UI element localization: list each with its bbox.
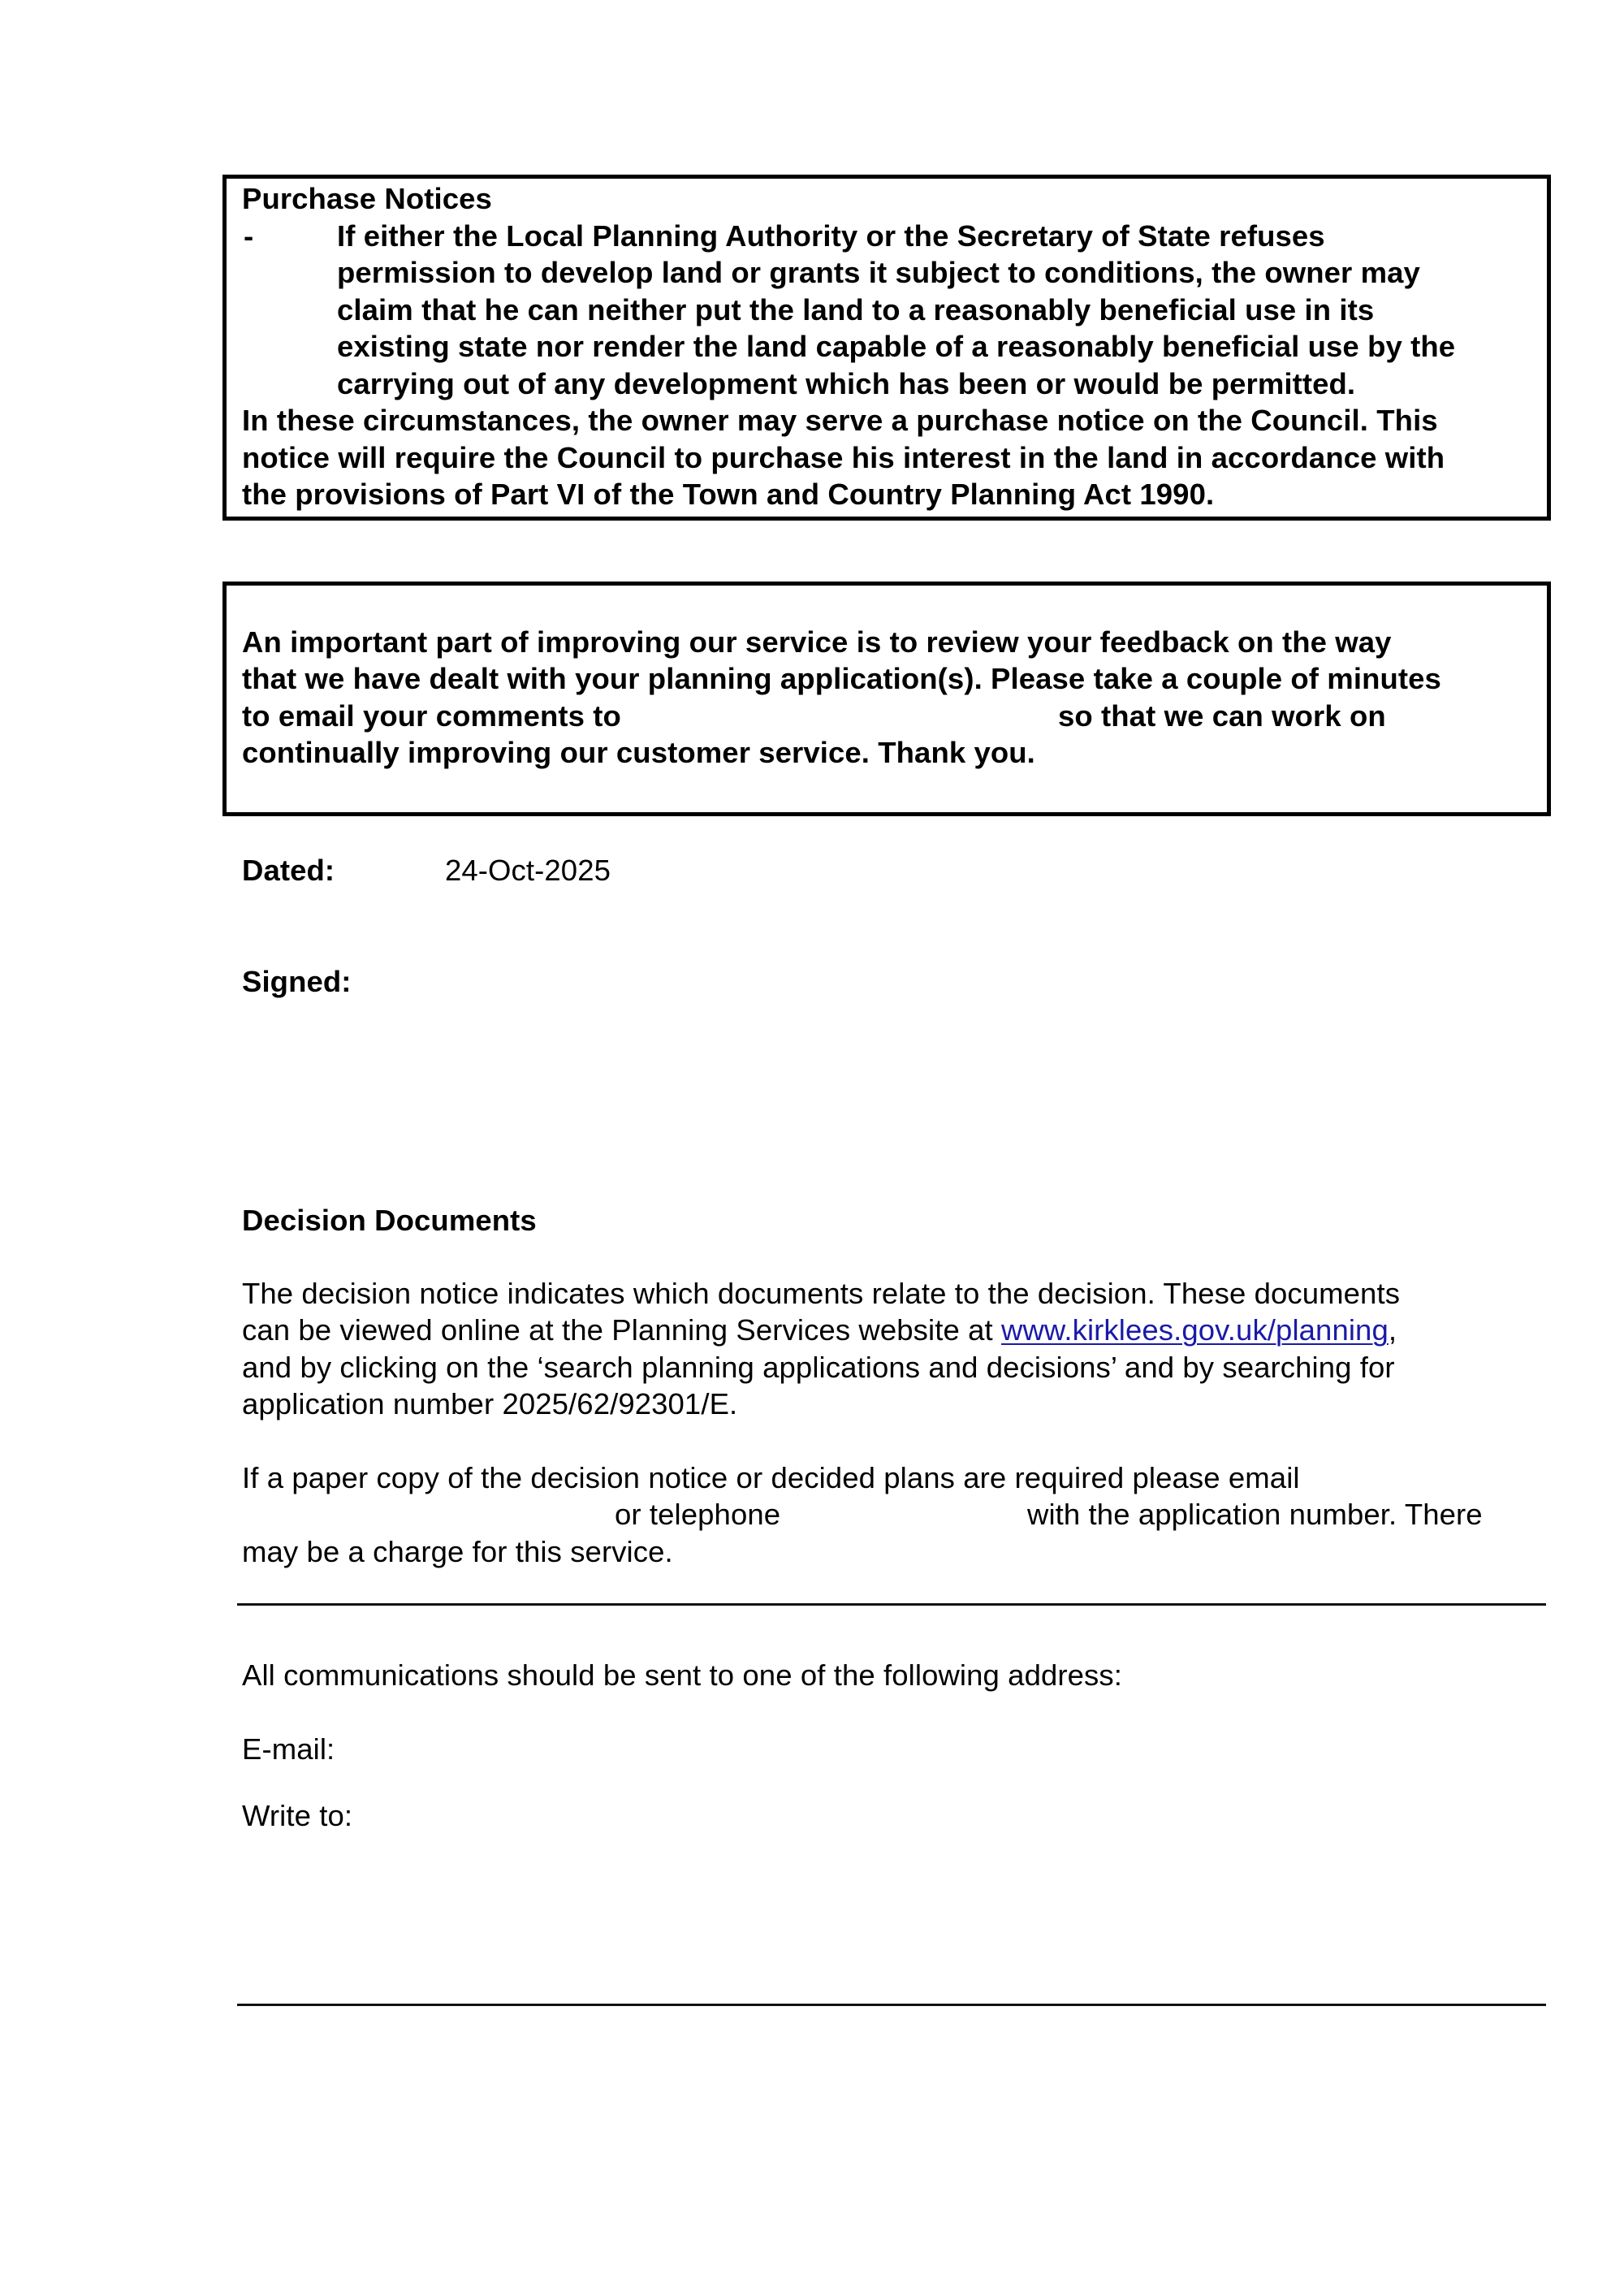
divider-top: [237, 1603, 1546, 1606]
bullet-line-4: existing state nor render the land capable of a reasonably beneficial use by the: [337, 330, 1456, 363]
purchase-body-line-2: notice will require the Council to purchase his interest in the land in accordance with: [242, 441, 1445, 474]
purchase-body-line-3: the provisions of Part VI of the Town and Country Planning Act 1990.: [242, 478, 1215, 511]
feedback-line-3-end: so that we can work on: [1058, 699, 1386, 733]
decision-para2-line-3: may be a charge for this service.: [242, 1535, 673, 1568]
dated-value: 24-Oct-2025: [445, 854, 611, 887]
purchase-body-line-1: In these circumstances, the owner may serve a purchase notice on the Council. This: [242, 404, 1438, 437]
decision-para1-line-2-comma: ,: [1388, 1313, 1397, 1347]
decision-para1-line-3: and by clicking on the ‘search planning applications and decisions’ and by searching for: [242, 1351, 1395, 1384]
write-to-label: Write to:: [242, 1799, 353, 1832]
bullet-line-5: carrying out of any development which has been or would be permitted.: [337, 367, 1356, 400]
purchase-notices-title: Purchase Notices: [242, 182, 492, 215]
feedback-line-4: continually improving our customer service. Thank you.: [242, 736, 1035, 769]
bullet-line-3: claim that he can neither put the land to a reasonably beneficial use in its: [337, 293, 1375, 326]
email-label: E-mail:: [242, 1732, 335, 1766]
decision-para2-line-2-mid: or telephone: [615, 1498, 781, 1531]
decision-para2-line-2-end: with the application number. There: [1027, 1498, 1483, 1531]
divider-bottom: [237, 2004, 1546, 2006]
feedback-line-3-start: to email your comments to: [242, 699, 621, 733]
decision-documents-heading: Decision Documents: [242, 1204, 537, 1237]
decision-para1-line-2-text: can be viewed online at the Planning Services website at: [242, 1313, 1001, 1347]
bullet-line-1: If either the Local Planning Authority or the Secretary of State refuses: [337, 219, 1325, 253]
bullet-line-2: permission to develop land or grants it subject to conditions, the owner may: [337, 256, 1420, 289]
decision-para1-line-2: [242, 1312, 1397, 1349]
communications-intro: All communications should be sent to one of the following address:: [242, 1658, 1122, 1692]
signed-label: Signed:: [242, 965, 352, 998]
planning-website-link[interactable]: www.kirklees.gov.uk/planning: [1001, 1313, 1389, 1347]
feedback-line-2: that we have dealt with your planning application(s). Please take a couple of minutes: [242, 662, 1441, 695]
decision-para2-line-1: If a paper copy of the decision notice or decided plans are required please email: [242, 1461, 1300, 1494]
decision-para1-line-4: application number 2025/62/92301/E.: [242, 1387, 738, 1420]
decision-para1-line-1: The decision notice indicates which documents relate to the decision. These documents: [242, 1277, 1401, 1310]
dated-label: Dated:: [242, 854, 335, 887]
bullet-dash: -: [244, 219, 254, 253]
feedback-line-1: An important part of improving our service is to review your feedback on the way: [242, 625, 1392, 659]
